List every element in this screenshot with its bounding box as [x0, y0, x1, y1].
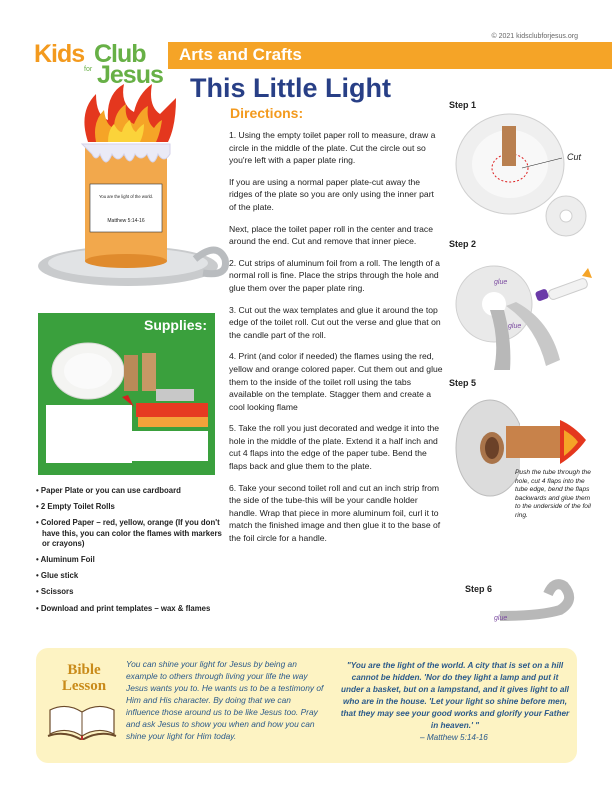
section-banner — [168, 42, 612, 69]
step-1-label: Step 1 — [449, 100, 477, 110]
foil-handle-strip — [500, 584, 569, 616]
supplies-photo — [38, 313, 215, 475]
glue-label-3: glue — [494, 615, 508, 622]
tube-opening — [485, 437, 499, 459]
step-2-label: Step 2 — [449, 239, 477, 249]
glue-stick-tip — [582, 268, 592, 278]
step-2-image — [452, 262, 602, 374]
direction-paragraph: Next, place the toilet paper roll in the center and trace around the end. Cut and remove that inner piece. — [229, 223, 433, 247]
verse-tag — [90, 184, 162, 232]
verse-reference: – Matthew 5:14-16 — [420, 733, 488, 742]
logo-for-text: for — [84, 66, 93, 73]
finished-craft-image — [30, 84, 230, 304]
supplies-label: Supplies: — [143, 317, 207, 333]
red-paper — [136, 403, 208, 417]
direction-paragraph: 5. Take the roll you just decorated and wedge it into the hole in the middle of the plate. Extend it a half inch and cut 4 flaps into the edge of the paper tube. Bend the flaps back and glue them to the plate. — [229, 423, 440, 472]
cut-label: Cut — [567, 152, 582, 162]
direction-paragraph: 2. Cut strips of aluminum foil from a roll. The length of a normal roll is fine. Place the strips through the hole and glue them over the paper plate ring. — [229, 257, 440, 293]
supplies-illustration — [38, 313, 215, 475]
lesson-label: Lesson — [61, 678, 107, 694]
logo-jesus-text: Jesus — [97, 61, 163, 89]
wax-template — [130, 431, 208, 461]
glue-label-1: glue — [494, 279, 508, 286]
banner-label: Arts and Crafts — [179, 45, 302, 64]
orange-paper — [138, 417, 208, 427]
logo-kids-text: Kids — [34, 40, 85, 68]
verse-tag-ref: Matthew 5:14-16 — [107, 218, 145, 224]
direction-paragraph: If you are using a normal paper plate-cut away the ridges of the plate so you are only using the inner part of the plate. — [229, 176, 434, 212]
direction-paragraph: 4. Print (and color if needed) the flames using the red, yellow and orange colored paper. Cut them out and glue them to the inside of the toilet roll using the tabs available on the template. Stagger them and create a cool looking flame — [229, 351, 443, 412]
glue-label-2: glue — [508, 323, 522, 330]
step-6-image — [450, 578, 590, 628]
verse-tag-text: You are the light of the world. — [98, 194, 154, 199]
bible-lesson-label — [54, 662, 114, 694]
tube-body — [506, 426, 562, 458]
step-5-label: Step 5 — [449, 378, 477, 388]
supply-item: • Aluminum Foil — [36, 555, 95, 565]
toilet-roll-2 — [142, 353, 156, 391]
paper-plate-center — [64, 353, 112, 389]
copyright: © 2021 kidsclubforjesus.org — [491, 33, 578, 40]
direction-paragraph: 6. Take your second toilet roll and cut an inch strip from the side of the tube-this will be your candle holder handle. Wrap that piece in more aluminum foil, curl it to match the finished image and then glue it to the base of the foil circle for a handle. — [229, 482, 441, 544]
supplies-list — [36, 486, 222, 620]
step-5-tube — [504, 412, 594, 472]
page-title: This Little Light — [190, 73, 391, 103]
bible-lesson-text: You can shine your light for Jesus by being an example to others through living your life the way Jesus wants you to. He wants us to be a testimony of Him and His character. By doing that we can influence those around us to be like Jesus too. Pray and ask Jesus to show you when and how you can shine your light for Him today. — [126, 659, 324, 741]
glue-stick-cap — [535, 288, 550, 302]
direction-paragraph: 3. Cut out the wax templates and glue it around the top edge of the toilet roll. Cut out the verse and glue that on the candle part of the roll. — [229, 304, 441, 340]
bible-verse: "You are the light of the world. A city that is set on a hill cannot be hidden. 'Nor do they light a lamp and put it under a basket, but on a lampstand, and it gives light to all who are in the house. 'Let your light so shine before men, that they may see your good works and glorify your Father in heaven.' " — [340, 661, 570, 730]
glue-stick — [547, 277, 588, 300]
toilet-roll-1 — [124, 355, 138, 391]
supply-item: • Scissors — [36, 587, 74, 597]
step-6-label: Step 6 — [465, 584, 493, 594]
supply-item: • Glue stick — [36, 571, 79, 581]
direction-paragraph: 1. Using the empty toilet paper roll to measure, draw a circle in the middle of the plate. Cut the circle out so you're left with a paper plate ring. — [229, 130, 436, 166]
step-1-image — [454, 110, 604, 240]
candle-base — [85, 254, 167, 268]
supply-item: • 2 Empty Toilet Rolls — [36, 502, 115, 512]
plate-ring-hole — [560, 210, 572, 222]
supply-item: • Paper Plate or you can use cardboard — [36, 486, 181, 495]
supply-item: • Colored Paper – red, yellow, orange (If you don't have this, you can color the flames with markers or crayons) — [36, 518, 222, 548]
bible-label: Bible — [67, 662, 101, 678]
foil-roll — [156, 389, 194, 401]
flame-template — [46, 405, 132, 463]
directions-heading: Directions: — [230, 105, 304, 121]
supply-item: • Download and print templates – wax & flames — [36, 603, 211, 613]
open-bible-icon — [46, 700, 118, 740]
step-5-caption: Push the tube through the hole, cut 4 flaps into the tube edge, bend the flaps backwards and glue them to the underside of the foil ring. — [515, 469, 591, 519]
logo-club-text: Club — [94, 40, 146, 68]
directions-text — [229, 129, 443, 554]
roll-on-plate — [502, 126, 516, 166]
